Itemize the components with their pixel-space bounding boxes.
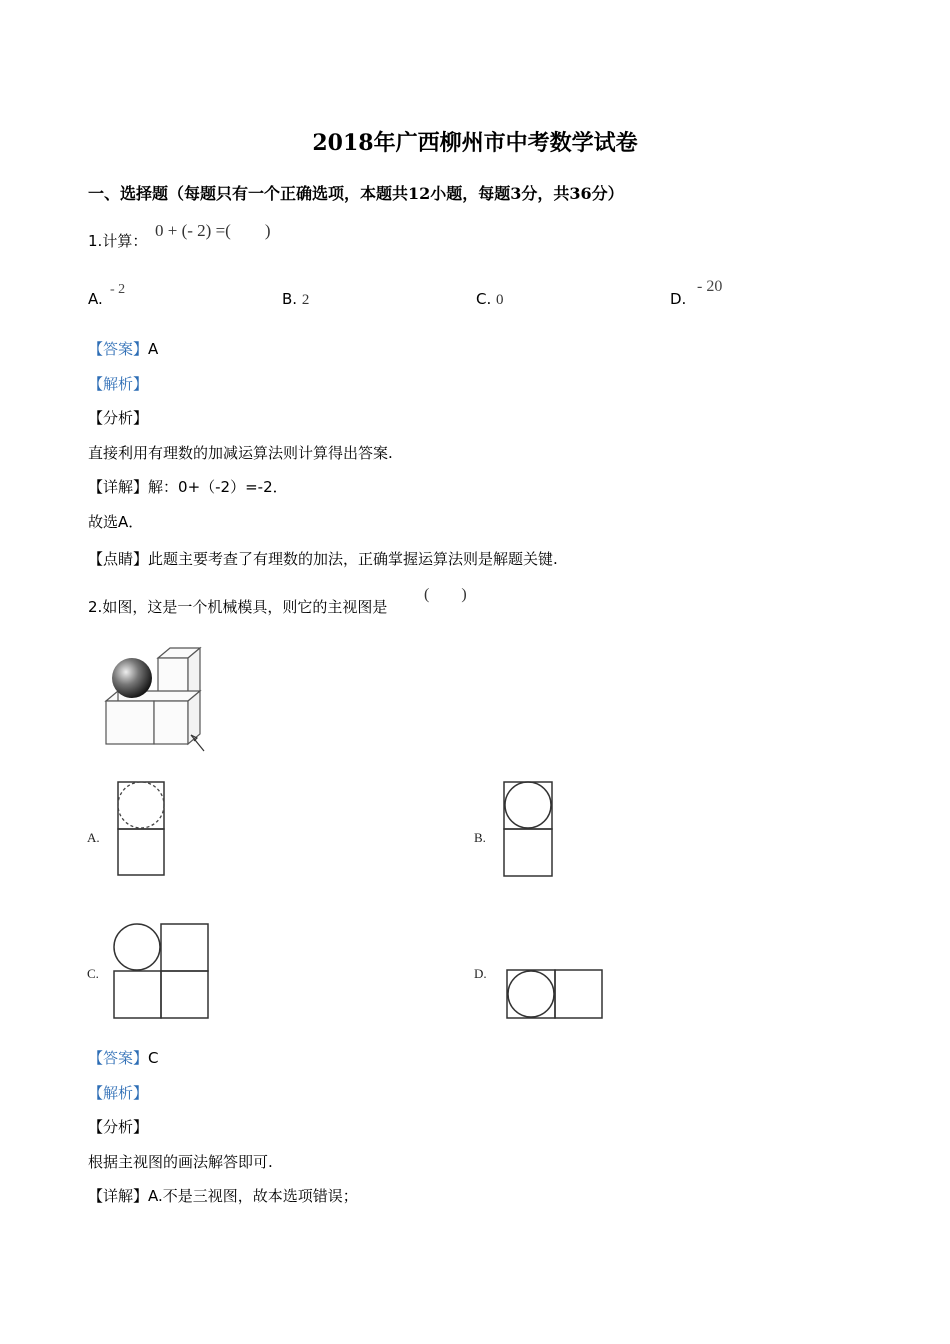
- option-d-value: - 20: [697, 278, 723, 295]
- q2-option-d-figure: [503, 967, 605, 1021]
- question-number: 1.: [88, 232, 103, 250]
- option-c: C. 0: [476, 290, 504, 308]
- q2-option-b-label: B.: [474, 830, 486, 845]
- choose-line: 故选A．: [88, 513, 144, 531]
- answer-tag: 【答案】: [88, 1049, 149, 1067]
- q2-option-c-label: C.: [87, 966, 99, 981]
- option-d: D.: [670, 290, 687, 308]
- option-b: B. 2: [282, 290, 310, 308]
- answer-line: [88, 1047, 159, 1068]
- detail-line: 【详解】A.不是三视图，故本选项错误；: [88, 1187, 358, 1205]
- option-a: A.: [88, 290, 103, 308]
- sphere: [112, 658, 152, 698]
- page-title: 2018年广西柳州市中考数学试卷: [312, 130, 638, 156]
- fenxi-tag: 【分析】: [88, 409, 149, 427]
- detail-line: 【详解】解：0+（-2）=-2．: [88, 478, 288, 496]
- answer-line: [88, 338, 158, 359]
- answer-tag: 【答案】: [88, 340, 149, 358]
- question-2: [88, 596, 387, 617]
- q2-option-b-figure: [500, 779, 556, 879]
- analysis-tag: 【解析】: [88, 375, 149, 393]
- question-2-paren: ( ): [424, 586, 467, 603]
- mold-figure: [100, 645, 215, 757]
- answer-value: C: [148, 1049, 159, 1067]
- q2-option-d-label: D.: [474, 966, 487, 981]
- option-c-value: 0: [496, 292, 504, 308]
- question-prompt: 计算：: [102, 232, 148, 250]
- q2-option-a-figure: [114, 779, 168, 879]
- section-heading: 一、选择题（每题只有一个正确选项，本题共12小题，每题3分，共36分）: [88, 184, 624, 203]
- fenxi-text: 直接利用有理数的加减运算法则计算得出答案.: [88, 444, 393, 462]
- fenxi-text: 根据主视图的画法解答即可.: [88, 1153, 273, 1171]
- q2-option-c-figure: [110, 921, 212, 1021]
- option-a-value: - 2: [110, 282, 126, 297]
- fenxi-tag: 【分析】: [88, 1118, 149, 1136]
- question-1-expression: 0 + (- 2) =( ): [155, 221, 271, 240]
- analysis-tag: 【解析】: [88, 1084, 149, 1102]
- question-number: 2.: [88, 598, 103, 616]
- option-b-value: 2: [301, 292, 310, 308]
- q2-option-a-label: A.: [87, 830, 100, 845]
- comment-line: 【点睛】此题主要考查了有理数的加法，正确掌握运算法则是解题关键.: [88, 550, 558, 568]
- answer-value: A: [148, 340, 159, 358]
- question-1: [88, 230, 147, 251]
- question-prompt: 如图，这是一个机械模具，则它的主视图是: [102, 598, 388, 616]
